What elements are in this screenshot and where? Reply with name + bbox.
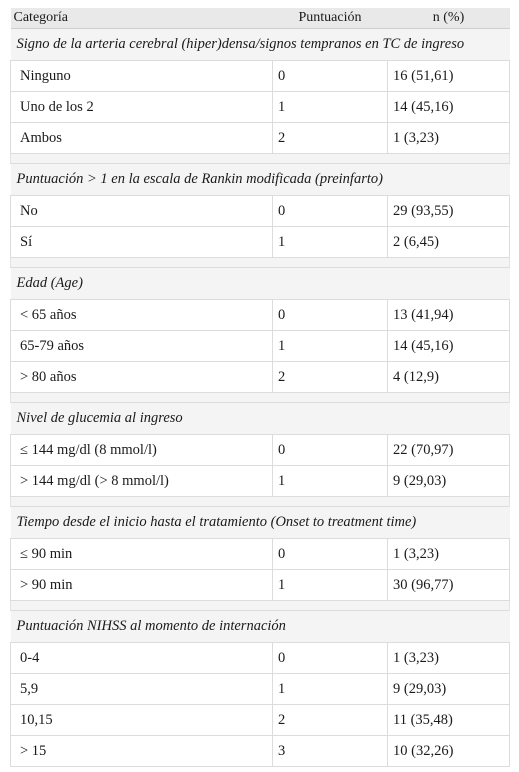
table-row	[11, 196, 510, 227]
row-score: 2	[273, 362, 388, 393]
table-row	[11, 61, 510, 92]
header-row	[11, 8, 510, 29]
table-row	[11, 435, 510, 466]
row-n-percent: 11 (35,48)	[388, 705, 510, 736]
row-score: 1	[273, 466, 388, 497]
row-label: Ambos	[11, 123, 273, 154]
table-row	[11, 362, 510, 393]
row-n-percent: 14 (45,16)	[388, 92, 510, 123]
row-score: 0	[273, 643, 388, 674]
section-title: Signo de la arteria cerebral (hiper)densa/signos tempranos en TC de ingreso	[11, 29, 510, 61]
section-spacer-cell	[11, 258, 510, 268]
header-n-percent: n (%)	[388, 8, 510, 29]
row-label: ≤ 144 mg/dl (8 mmol/l)	[11, 435, 273, 466]
section-header-row	[11, 611, 510, 643]
section-title: Edad (Age)	[11, 268, 510, 300]
table-body	[11, 29, 510, 767]
row-score: 1	[273, 92, 388, 123]
section-spacer-cell	[11, 601, 510, 611]
section-spacer-cell	[11, 497, 510, 507]
section-spacer	[11, 393, 510, 403]
table-row	[11, 736, 510, 767]
row-label: No	[11, 196, 273, 227]
section-title: Nivel de glucemia al ingreso	[11, 403, 510, 435]
section-spacer	[11, 497, 510, 507]
table-row	[11, 705, 510, 736]
section-header-row	[11, 403, 510, 435]
row-label: 0-4	[11, 643, 273, 674]
row-score: 0	[273, 300, 388, 331]
row-score: 1	[273, 331, 388, 362]
row-score: 2	[273, 123, 388, 154]
row-score: 0	[273, 196, 388, 227]
row-label: 10,15	[11, 705, 273, 736]
row-n-percent: 9 (29,03)	[388, 466, 510, 497]
table-row	[11, 300, 510, 331]
header-category: Categoría	[11, 8, 273, 29]
row-label: 5,9	[11, 674, 273, 705]
row-label: < 65 años	[11, 300, 273, 331]
section-spacer	[11, 601, 510, 611]
row-label: Sí	[11, 227, 273, 258]
table-row	[11, 570, 510, 601]
scoring-table	[10, 8, 510, 767]
section-title: Tiempo desde el inicio hasta el tratamiento (Onset to treatment time)	[11, 507, 510, 539]
row-n-percent: 10 (32,26)	[388, 736, 510, 767]
row-n-percent: 13 (41,94)	[388, 300, 510, 331]
row-n-percent: 29 (93,55)	[388, 196, 510, 227]
section-header-row	[11, 268, 510, 300]
table-row	[11, 227, 510, 258]
row-n-percent: 9 (29,03)	[388, 674, 510, 705]
row-score: 2	[273, 705, 388, 736]
section-title: Puntuación > 1 en la escala de Rankin modificada (preinfarto)	[11, 164, 510, 196]
row-n-percent: 14 (45,16)	[388, 331, 510, 362]
row-label: > 90 min	[11, 570, 273, 601]
table-row	[11, 539, 510, 570]
section-spacer-cell	[11, 393, 510, 403]
row-n-percent: 1 (3,23)	[388, 539, 510, 570]
section-header-row	[11, 507, 510, 539]
section-spacer-cell	[11, 154, 510, 164]
row-n-percent: 1 (3,23)	[388, 123, 510, 154]
row-label: 65-79 años	[11, 331, 273, 362]
row-score: 0	[273, 539, 388, 570]
table-header	[11, 8, 510, 29]
row-label: > 15	[11, 736, 273, 767]
row-n-percent: 2 (6,45)	[388, 227, 510, 258]
table-row	[11, 123, 510, 154]
section-header-row	[11, 164, 510, 196]
row-label: > 144 mg/dl (> 8 mmol/l)	[11, 466, 273, 497]
row-label: Uno de los 2	[11, 92, 273, 123]
row-score: 1	[273, 227, 388, 258]
row-score: 1	[273, 570, 388, 601]
row-n-percent: 22 (70,97)	[388, 435, 510, 466]
section-header-row	[11, 29, 510, 61]
row-n-percent: 16 (51,61)	[388, 61, 510, 92]
row-score: 0	[273, 61, 388, 92]
row-score: 0	[273, 435, 388, 466]
scoring-table-container	[10, 8, 509, 767]
row-label: > 80 años	[11, 362, 273, 393]
row-score: 3	[273, 736, 388, 767]
table-row	[11, 643, 510, 674]
section-spacer	[11, 154, 510, 164]
table-row	[11, 92, 510, 123]
table-row	[11, 674, 510, 705]
row-n-percent: 1 (3,23)	[388, 643, 510, 674]
row-label: ≤ 90 min	[11, 539, 273, 570]
row-score: 1	[273, 674, 388, 705]
row-n-percent: 30 (96,77)	[388, 570, 510, 601]
table-row	[11, 331, 510, 362]
section-title: Puntuación NIHSS al momento de internación	[11, 611, 510, 643]
row-n-percent: 4 (12,9)	[388, 362, 510, 393]
table-row	[11, 466, 510, 497]
section-spacer	[11, 258, 510, 268]
header-score: Puntuación	[273, 8, 388, 29]
row-label: Ninguno	[11, 61, 273, 92]
